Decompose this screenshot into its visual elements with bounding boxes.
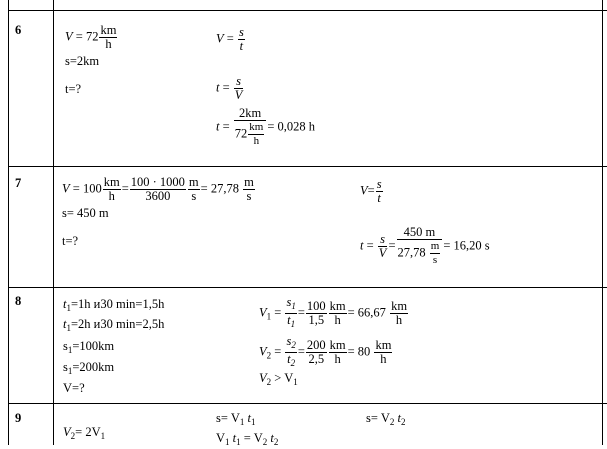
given-speed: V = 72 $\frac{km}{h}$ [65,23,117,51]
speed-2-calculation: $V_2$ = $\frac{s_2}{t_2}$ = $\frac{200}{2,5}$ $\frac{km}{h}$ = 80 $\frac{km}{h}$ [259,334,392,368]
time-calculation: t = $\frac{s}{V}$ = 450 m 27,78 $\frac{m}{s}$ = 16,20 s [360,225,490,266]
table-column-divider [53,0,54,445]
given-speed-relation: $V_2= 2V_1$ [63,425,106,441]
given-distance: s=2km [65,54,100,68]
unknown-time: t=? [65,82,82,96]
row-divider [8,166,607,167]
speed-comparison: $V_2 > V_1$ [259,371,298,387]
row-divider [8,10,607,11]
distance-equality: $V_1$ $t_1 = V_2$ $t_2$ [216,431,279,447]
distance-equation-1: $s= V_1$ $t_1$ [216,411,256,427]
given-distance-2: $s_1=200km$ [63,360,115,376]
given-time-1: $t_1=1h$ и30 min=1,5h [63,297,165,313]
formula-velocity: V = $\frac{s}{t}$ [216,25,244,53]
time-calculation: t = 2km 72 $\frac{km}{h}$ = 0,028 h [216,106,316,147]
table-right-border [602,0,603,445]
table-left-border [8,0,9,445]
distance-equation-2: $s= V_2$ $t_2$ [366,411,406,427]
unknown-time: t=? [62,234,79,248]
row-number: 9 [15,411,22,425]
unknown-speed: V=? [63,381,85,395]
row-divider [8,403,607,404]
speed-conversion: V = 100 $\frac{km}{h}$ = $\frac{100 \cdot 1000}{3600}$ $\frac{m}{s}$ = 27,78 $\frac{m}{s}$ [62,175,254,203]
row-divider [8,287,607,288]
formula-velocity: V= $\frac{s}{t}$ [360,177,382,205]
row-number: 7 [15,176,22,190]
given-distance-1: $s_1=100km$ [63,339,115,355]
speed-1-calculation: $V_1$ = $\frac{s_1}{t_1}$ = $\frac{100}{1,5}$ $\frac{km}{h}$ = 66,67 $\frac{km}{h}$ [259,295,408,329]
unit-fraction: $\frac{km}{h}$ [100,23,117,51]
given-time-2: $t_1=2h$ и30 min=2,5h [63,317,165,333]
row-number: 8 [15,294,22,308]
formula-time: t = $\frac{s}{V}$ [216,74,243,102]
given-distance: s= 450 m [62,206,109,220]
row-number: 6 [15,23,22,37]
